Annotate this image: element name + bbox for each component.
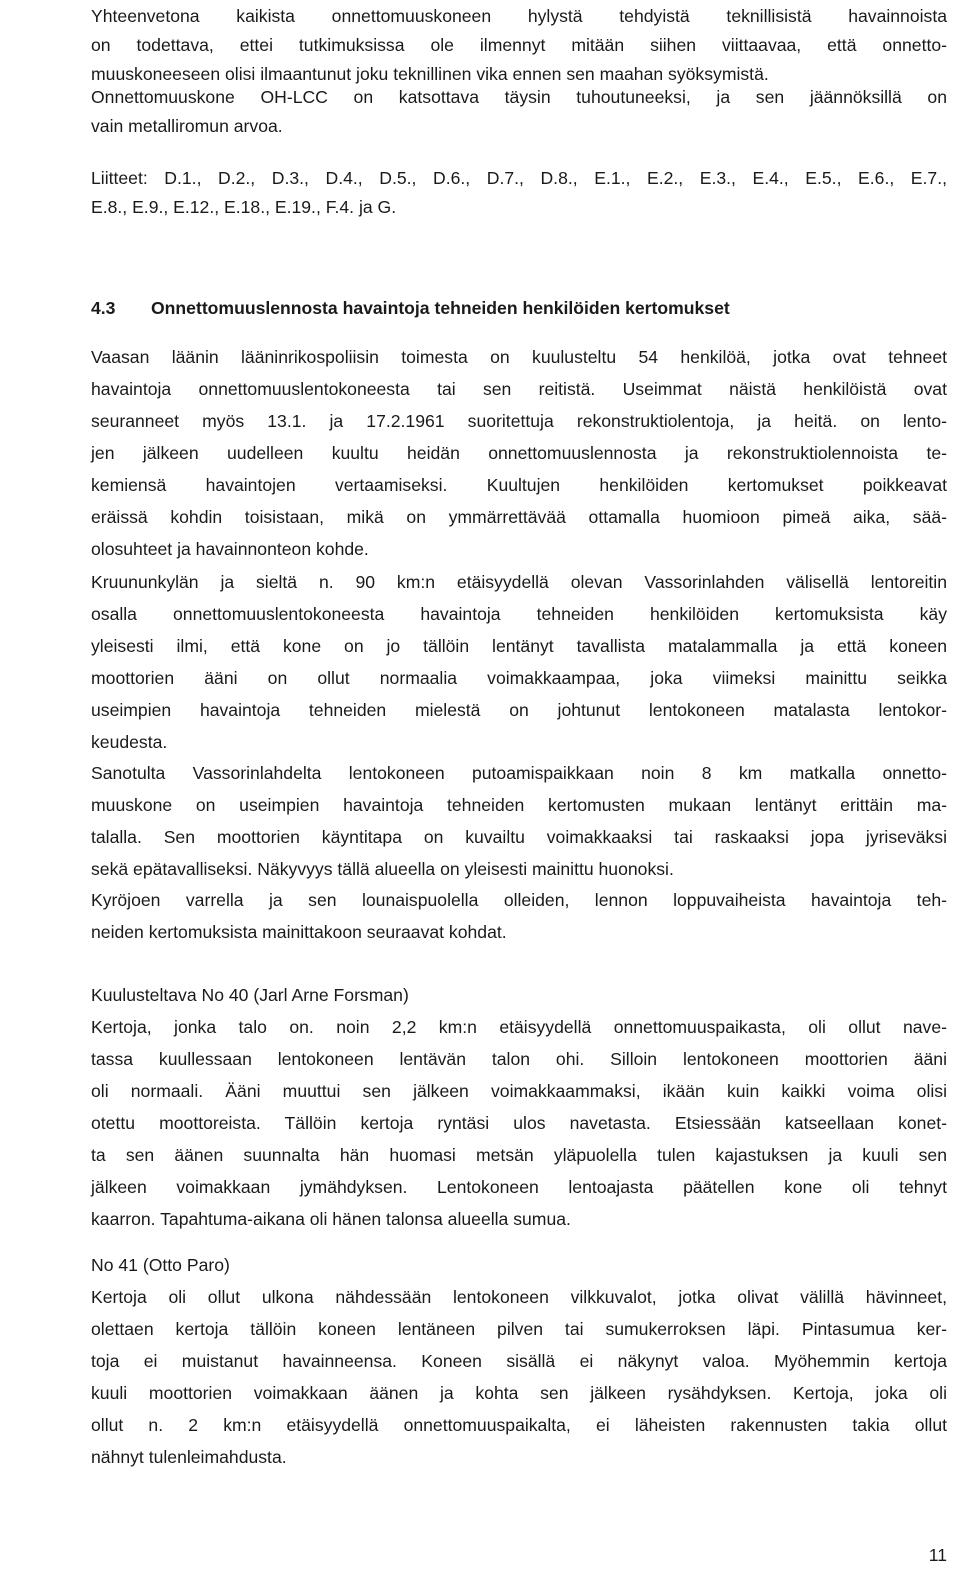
witness-40-block: Kuulusteltava No 40 (Jarl Arne Forsman) Kertoja, jonka talo on. noin 2,2 km:n etäisyydellä onnettomuuspaikasta, oli ollut nave- tassa kuullessaan lentokoneen lentävän talon ohi. Silloin lentokoneen moottorien ääni oli normaali. Ääni muuttui sen jälkeen voimakkaammaksi, ikään kuin kaikki voima olisi otettu moottoreista. Tällöin kertoja ryntäsi ulos navetasta. Etsiessään katseellaan konet- ta sen äänen suunnalta hän huomasi metsän yläpuolella tulen kajastuksen ja kuuli sen jälkeen voimakkaan jymähdyksen. Lentokoneen lentoajasta päätellen kone oli tehnyt kaarron. Tapahtuma-aikana oli hänen talonsa alueella sumua. bbox=[91, 979, 947, 1235]
witness-40-title: Kuulusteltava No 40 (Jarl Arne Forsman) bbox=[91, 985, 409, 1005]
page-number: 11 bbox=[928, 1545, 947, 1565]
section-paragraph-4: Kyröjoen varrella ja sen lounaispuolella olleiden, lennon loppuvaiheista havaintoja teh- neiden kertomuksista mainittakoon seuraavat kohdat. bbox=[91, 890, 947, 942]
section-heading bbox=[91, 293, 947, 323]
section-title: Onnettomuuslennosta havaintoja tehneiden henkilöiden kertomukset bbox=[151, 298, 730, 318]
summary-paragraph-2: Onnettomuuskone OH-LCC on katsottava täysin tuhoutuneeksi, ja sen jäännöksillä on vain metalliromun arvoa. bbox=[91, 87, 947, 136]
summary-paragraph-1: Yhteenvetona kaikista onnettomuuskoneen hylystä tehdyistä teknillisistä havainnoista on todettava, ettei tutkimuksissa ole ilmennyt mitään siihen viittaavaa, että onnetto- muuskoneeseen olisi ilmaantunut joku teknillinen vika ennen sen maahan syöksymistä. bbox=[91, 6, 947, 84]
section-paragraph-1: Vaasan läänin lääninrikospoliisin toimesta on kuulusteltu 54 henkilöä, jotka ovat tehneet havaintoja onnettomuuslentokoneesta tai sen reitistä. Useimmat näistä henkilöistä ovat seuranneet myös 13.1. ja 17.2.1961 suoritettuja rekonstruktiolentoja, ja heitä. on lento- jen jälkeen uudelleen kuultu heidän onnettomuuslennosta ja rekonstruktiolennoista te- kemiensä havaintojen vertaamiseksi. Kuultujen henkilöiden kertomukset poikkeavat eräissä kohdin toisistaan, mikä on ymmärrettävää ottamalla huomioon pimeä aika, sää- olosuhteet ja havainnonteon kohde. bbox=[91, 347, 947, 559]
section-paragraph-2: Kruununkylän ja sieltä n. 90 km:n etäisyydellä olevan Vassorinlahden välisellä lentoreitin osalla onnettomuuslentokoneesta havaintoja tehneiden henkilöiden kertomuksista käy yleisesti ilmi, että kone on jo tällöin lentänyt tavallista matalammalla ja että koneen moottorien ääni on ollut normaalia voimakkaampaa, joka viimeksi mainittu seikka useimpien havaintoja tehneiden mielestä on johtunut lentokoneen matalasta lentokor- keudesta. bbox=[91, 572, 947, 752]
attachments-paragraph: Liitteet: D.1., D.2., D.3., D.4., D.5., D.6., D.7., D.8., E.1., E.2., E.3., E.4., E.5., E.6., E.7., E.8., E.9., E.12., E.18., E.19., F.4. ja G. bbox=[91, 168, 947, 217]
section-number: 4.3 bbox=[91, 298, 116, 318]
witness-41-title: No 41 (Otto Paro) bbox=[91, 1255, 230, 1275]
section-paragraph-3: Sanotulta Vassorinlahdelta lentokoneen putoamispaikkaan noin 8 km matkalla onnetto- muuskone on useimpien havaintoja tehneiden kertomusten mukaan lentänyt erittäin ma- talalla. Sen moottorien käyntitapa on kuvailtu voimakkaaksi tai raskaaksi jopa jyriseväksi sekä epätavalliseksi. Näkyvyys tällä alueella on yleisesti mainittu huonoksi. bbox=[91, 763, 947, 879]
witness-41-block: No 41 (Otto Paro) Kertoja oli ollut ulkona nähdessään lentokoneen vilkkuvalot, jotka olivat välillä hävinneet, olettaen kertoja tällöin koneen lentäneen pilven tai sumukerroksen läpi. Pintasumua ker- toja ei muistanut havainneensa. Koneen sisällä ei näkynyt valoa. Myöhemmin kertoja kuuli moottorien voimakkaan äänen ja kohta sen jälkeen rysähdyksen. Kertoja, joka oli ollut n. 2 km:n etäisyydellä onnettomuuspaikalta, ei läheisten rakennusten takia ollut nähnyt tulenleimahdusta. bbox=[91, 1249, 947, 1473]
